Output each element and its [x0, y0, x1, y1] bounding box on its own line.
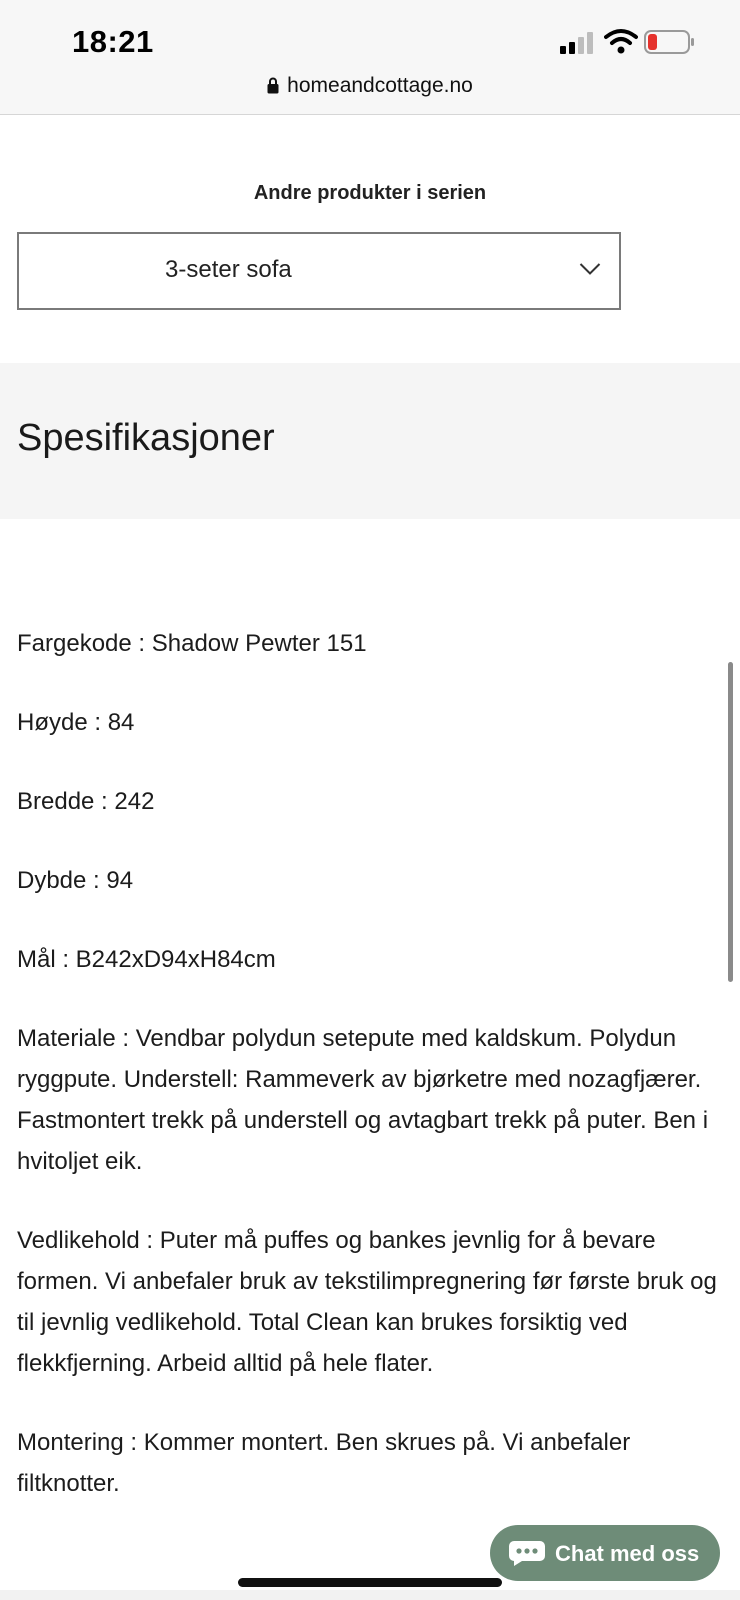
lock-icon	[267, 77, 279, 94]
chat-button[interactable]	[490, 1525, 720, 1581]
chat-bubble-icon	[508, 1540, 546, 1567]
bottom-edge	[0, 1590, 740, 1600]
spec-color-code: Fargekode : Shadow Pewter 151	[17, 630, 367, 657]
scrollbar[interactable]	[728, 662, 733, 982]
series-dropdown[interactable]	[17, 232, 621, 310]
spec-dimensions: Mål : B242xD94xH84cm	[17, 946, 276, 973]
chevron-down-icon	[579, 262, 601, 276]
spec-height: Høyde : 84	[17, 709, 135, 736]
status-bar	[0, 0, 740, 115]
series-dropdown-value: 3-seter sofa	[165, 256, 292, 283]
spec-maintenance: Vedlikehold : Puter må puffes og bankes jevnlig for å bevare formen. Vi anbefaler bruk av tekstilimpregnering før første bruk og til jevnlig vedlikehold. Total Clean kan brukes forsiktig ved flekkfjerning. Arbeid alltid på hele flater.	[17, 1227, 717, 1377]
cellular-signal-icon	[560, 32, 596, 54]
specifications-header	[0, 363, 740, 519]
status-time: 18:21	[72, 24, 154, 59]
specifications-title: Spesifikasjoner	[17, 417, 275, 459]
specifications-list	[17, 623, 723, 1542]
series-heading: Andre produkter i serien	[253, 182, 487, 204]
wifi-icon	[604, 28, 638, 54]
battery-low-icon	[644, 30, 696, 54]
address-bar[interactable]	[0, 74, 740, 98]
spec-depth: Dybde : 94	[17, 867, 134, 894]
spec-assembly: Montering : Kommer montert. Ben skrues på. Vi anbefaler filtknotter.	[17, 1429, 631, 1497]
spec-material: Materiale : Vendbar polydun setepute med kaldskum. Polydun ryggpute. Understell: Rammeverk av bjørketre med nozagfjærer. Fastmontert trekk på understell og avtagbart trekk på puter. Ben i hvitoljet eik.	[17, 1025, 709, 1175]
chat-button-label: Chat med oss	[555, 1541, 700, 1566]
spec-width: Bredde : 242	[17, 788, 155, 815]
home-indicator[interactable]	[238, 1578, 502, 1587]
url-text: homeandcottage.no	[287, 74, 473, 97]
